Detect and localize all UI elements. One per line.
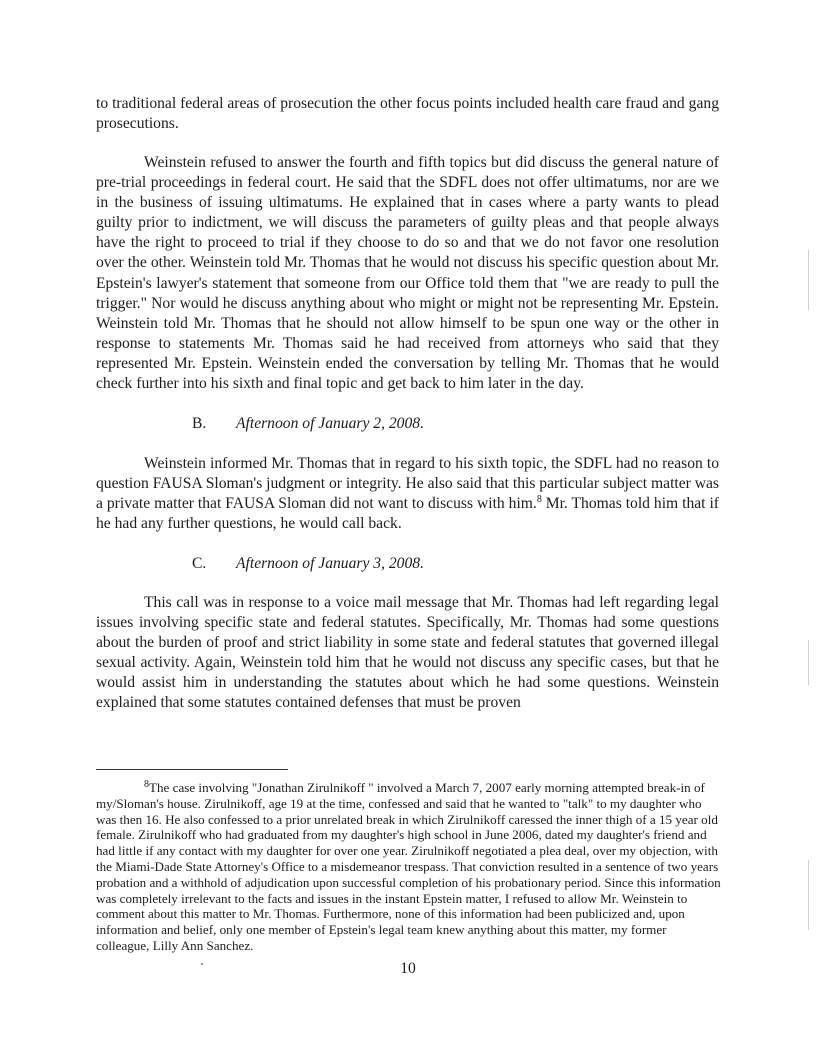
page-number: 10 bbox=[400, 960, 416, 977]
section-title: Afternoon of January 3, 2008. bbox=[236, 555, 424, 572]
section-heading-c bbox=[192, 554, 424, 574]
paragraph-3 bbox=[96, 454, 719, 534]
footnote-text: The case involving "Jonathan Zirulnikoff " involved a March 7, 2007 early morning attempted break-in of my/Sloman's house. Zirulnikoff, age 19 at the time, confessed and said that he wanted to "talk" to my daughter who was then 16. He also confessed to a prior unrelated break in which Zirulnikoff caressed the inner thigh of a 15 year old female. Zirulnikoff who had graduated from my daughter's high school in June 2006, dated my daughter's friend and had little if any contact with my daughter for over one year. Zirulnikoff negotiated a plea deal, over my objection, with the Miami-Dade State Attorney's Office to a misdemeanor trespass. That conviction resulted in a sentence of two years probation and a withhold of adjudication upon successful completion of his probationary period. Since this information was completely irrelevant to the facts and issues in the instant Epstein matter, I refused to allow Mr. Weinstein to comment about this matter to Mr. Thomas. Furthermore, none of this information had been publicized and, upon information and belief, only one member of Epstein's legal team knew anything about this matter, my former colleague, Lilly Ann Sanchez. bbox=[96, 780, 721, 953]
paragraph-4: This call was in response to a voice mail message that Mr. Thomas had left regarding legal issues involving specific state and federal statutes. Specifically, Mr. Thomas had some questions about the burden of proof and strict liability in some state and federal statutes that governed illegal sexual activity. Again, Weinstein told him that he would not discuss any specific cases, but that he would assist him in understanding the statutes about which he had some questions. Weinstein explained that some statutes contained defenses that must be proven bbox=[96, 594, 719, 712]
footnote-number: 8 bbox=[144, 779, 149, 790]
section-heading-b bbox=[192, 414, 424, 434]
paragraph-3-text-continued: Mr. Thomas told him that if he had any further questions, he would call back. bbox=[96, 495, 719, 533]
paragraph-2: Weinstein refused to answer the fourth and fifth topics but did discuss the general nature of pre-trial proceedings in federal court. He said that the SDFL does not offer ultimatums, nor are we in the business of issuing ultimatums. He explained that in cases where a party wants to plead guilty prior to indictment, we will discuss the parameters of guilty pleas and that people always have the right to proceed to trial if they choose to do so and that we do not favor one resolution over the other. Weinstein told Mr. Thomas that he would not discuss his specific question about Mr. Epstein's lawyer's statement that someone from our Office told them that "we are ready to pull the trigger." Nor would he discuss anything about who might or might not be representing Mr. Epstein. Weinstein told Mr. Thomas that he should not allow himself to be spun one way or the other in response to statements Mr. Thomas said he had received from attorneys who said that they represented Mr. Epstein. Weinstein ended the conversation by telling Mr. Thomas that he would check further into his sixth and final topic and get back to him later in the day. bbox=[96, 154, 719, 393]
scan-edge-mark bbox=[808, 860, 809, 930]
section-title: Afternoon of January 2, 2008. bbox=[236, 415, 424, 432]
scan-edge-mark bbox=[808, 250, 809, 310]
section-letter: B. bbox=[192, 415, 207, 432]
scan-edge-mark bbox=[808, 640, 809, 685]
footnote-separator bbox=[96, 769, 288, 770]
section-letter: C. bbox=[192, 555, 207, 572]
paragraph-1: to traditional federal areas of prosecution the other focus points included health care fraud and gang prosecutions. bbox=[96, 95, 719, 133]
footnote bbox=[96, 780, 722, 954]
footnote-reference: 8 bbox=[536, 494, 542, 506]
paragraph-3-text: Weinstein informed Mr. Thomas that in regard to his sixth topic, the SDFL had no reason to question FAUSA Sloman's judgment or integrity. He also said that this particular subject matter was a private matter that FAUSA Sloman did not want to discuss with him. bbox=[96, 455, 719, 513]
